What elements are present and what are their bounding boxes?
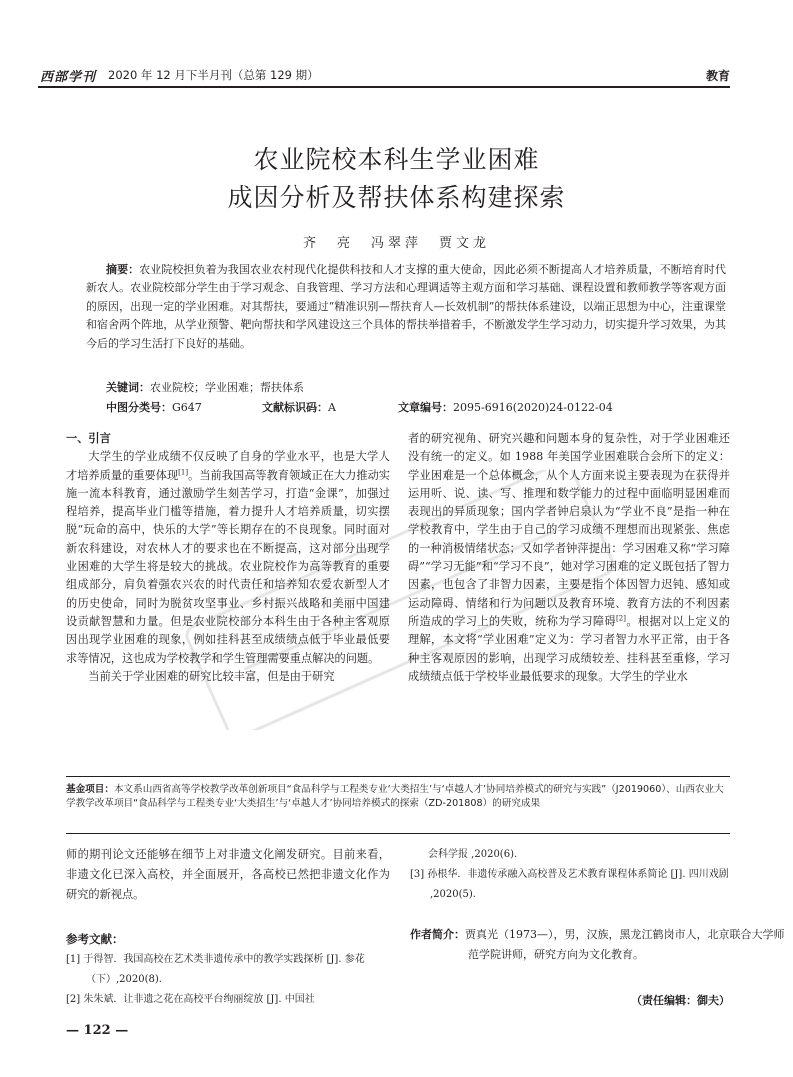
citation-ref: [1] — [178, 467, 189, 476]
header-rule — [38, 86, 730, 88]
keywords-label: 关键词： — [106, 381, 150, 394]
abstract-label: 摘要： — [106, 263, 140, 276]
prev-article-text: 师的期刊论文还能够在细节上对非遗文化阐发研究。目前来看，非遗文化已深入高校，并全面展开，各高校已然把非遗文化作为研究的新视点。 — [66, 848, 390, 901]
author-bio — [410, 925, 788, 965]
clc-number: 中图分类号：G647 — [106, 401, 202, 414]
body-column-left — [66, 430, 390, 686]
article-number: 文章编号：2095-6916(2020)24-0122-04 — [398, 401, 613, 414]
authors: 齐 亮 冯翠萍 贾文龙 — [302, 236, 490, 251]
footnote-rule — [66, 776, 730, 777]
reference-item: [2] 朱朱斌．让非遗之花在高校平台绚丽绽放 [J]. 中国社 — [66, 994, 315, 1005]
body-paragraph: 大学生的学业成绩不仅反映了自身的学业水平，也是大学人才培养质量的重要体现[1]。当前我国高等教育领域正在大力推动实施一流本科教育，通过激励学生刻苦学习，打造“金课”，加强过程培养，提高毕业门槛等措施，着力提升人才培养质量，切实摆脱“玩命的高中，快乐的大学”等长期存在的不良现象。同时面对新农科建设，对农林人才的要求也在不断提高，这对部分出现学业困难的大学生将是较大的挑战。农业院校作为高等教育的重要组成部分，肩负着强农兴农的时代责任和培养知农爱农新型人才的历史使命，同时为脱贫攻坚事业、乡村振兴战略和美丽中国建设贡献智慧和力量。但是农业院校部分本科生由于各种主客观原因出现学业困难的现象，例如挂科甚至成绩绩点低于毕业最低要求等情况，这也成为学校教学和学生管理需要重点解决的问题。 — [66, 450, 390, 665]
reference-item-cont: 会科学报 ,2020(6). — [428, 849, 518, 860]
abstract — [86, 261, 726, 353]
page-number: — 122 — — [66, 1023, 129, 1038]
author-bio-label: 作者简介： — [410, 928, 465, 941]
title-line-1: 农业院校本科生学业困难 — [253, 145, 540, 174]
fund-label: 基金项目： — [66, 784, 114, 795]
reference-item: [1] 于得智．我国高校在艺术类非遗传承中的教学实践探析 [J]. 参花（下）,2020(8). — [66, 954, 365, 985]
issue-info: 2020 年 12 月下半月刊（总第 129 期） — [108, 68, 319, 82]
responsible-editor: （责任编辑：御夫） — [631, 994, 730, 1007]
section-heading: 一、引言 — [66, 432, 111, 445]
section-rule — [66, 833, 730, 834]
keywords-text: 农业院校；学业困难；帮扶体系 — [150, 381, 304, 394]
reference-item: [3] 孙根华．非遗传承融入高校普及艺术教育课程体系简论 [J]. 四川戏剧 ,2020(5). — [410, 869, 729, 900]
journal-logo: 西部学刊 — [40, 70, 97, 85]
section-label: 教育 — [705, 69, 730, 83]
title-line-2: 成因分析及帮扶体系构建探索 — [227, 183, 566, 212]
citation-ref: [2] — [616, 614, 626, 623]
fund-note — [66, 783, 730, 810]
author-bio-text: 贾真光（1973—），男，汉族，黑龙江鹤岗市人，北京联合大学师范学院讲师，研究方向为文化教育。 — [465, 928, 785, 961]
fund-text: 本文系山西省高等学校教学改革创新项目“食品科学与工程类专业‘大类招生’与‘卓越人才’协同培养模式的研究与实践”（J2019060）、山西农业大学教学改革项目“食品科学与工程类专业‘大类招生’与‘卓越人才’协同培养模式的探索（ZD-201808）的研究成果 — [66, 784, 724, 809]
body-column-right — [408, 430, 730, 686]
abstract-text: 农业院校担负着为我国农业农村现代化提供科技和人才支撑的重大使命，因此必须不断提高人才培养质量，不断培育时代新农人。农业院校部分学生由于学习观念、自我管理、学习方法和心理调适等主观方面和学习基础、课程设置和教师教学等客观方面的原因，出现一定的学业困难。对其帮扶，要通过“精准识别—帮扶育人—长效机制”的帮扶体系建设，以端正思想为中心，注重课堂和宿舍两个阵地，从学业预警、靶向帮扶和学风建设这三个具体的帮扶举措着手，不断激发学生学习动力，切实提升学习效果，为其今后的学习生活打下良好的基础。 — [86, 263, 726, 350]
body-paragraph: 者的研究视角、研究兴趣和问题本身的复杂性，对于学业困难还没有统一的定义。如 1988 年美国学业困难联合会所下的定义：学业困难是一个总体概念，从个人方面来说主要表现为在获得并运用听、说、读、写、推理和数学能力的过程中面临明显困难而表现出的异质现象；国内学者钟启泉认为“学业不良”是指一种在学校教育中，学生由于自己的学习成绩不理想而出现紧张、焦虑的一种消极情绪状态；又如学者钟萍提出：学习困难又称“学习障碍”“学习无能”和“学习不良”，她对学习困难的定义既包括了智力因素，也包含了非智力因素，主要是指个体因智力迟钝、感知或运动障碍、情绪和行为问题以及教育环境、教育方法的不利因素所造成的学习上的失败，统称为学习障碍[2]。根据对以上定义的理解，本文将“学业困难”定义为：学习者智力水平正常，由于各种主客观原因的影响，出现学习成绩较差、挂科甚至重修，学习成绩绩点低于学校毕业最低要求的现象。大学生的学业水 — [408, 432, 730, 683]
keywords — [106, 379, 304, 395]
references-heading: 参考文献： — [66, 932, 124, 946]
document-code: 文献标识码：A — [262, 401, 336, 414]
body-paragraph: 当前关于学业困难的研究比较丰富，但是由于研究 — [88, 669, 335, 683]
